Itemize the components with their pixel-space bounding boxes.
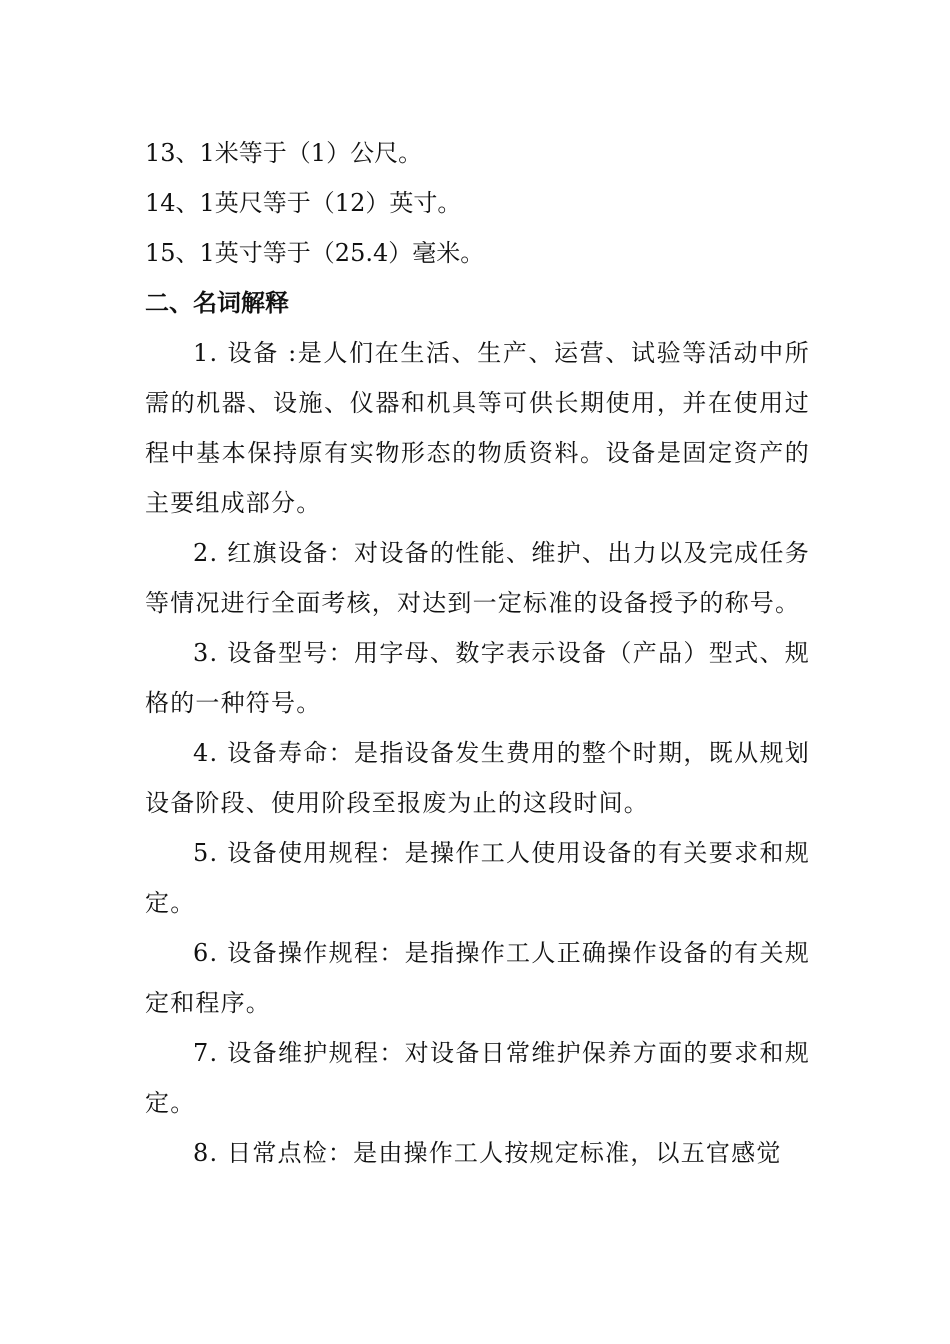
definition-paragraph: 5. 设备使用规程：是操作工人使用设备的有关要求和规定。	[145, 839, 810, 917]
definition-paragraph: 6. 设备操作规程：是指操作工人正确操作设备的有关规定和程序。	[145, 939, 810, 1017]
definition-paragraph: 1. 设备 :是人们在生活、生产、运营、试验等活动中所需的机器、设施、仪器和机具等可供长期使用，并在使用过程中基本保持原有实物形态的物质资料。设备是固定资产的主要组成部分。	[145, 339, 810, 517]
definition-paragraph: 4. 设备寿命：是指设备发生费用的整个时期，既从规划设备阶段、使用阶段至报废为止的这段时间。	[145, 739, 810, 817]
definition-paragraph: 3. 设备型号：用字母、数字表示设备（产品）型式、规格的一种符号。	[145, 639, 810, 717]
list-item: 13、1米等于（1）公尺。	[145, 139, 423, 167]
definition-paragraph: 7. 设备维护规程：对设备日常维护保养方面的要求和规定。	[145, 1039, 810, 1117]
definition-paragraph: 2. 红旗设备：对设备的性能、维护、出力以及完成任务等情况进行全面考核，对达到一定标准的设备授予的称号。	[145, 539, 810, 617]
definition-paragraph: 8. 日常点检：是由操作工人按规定标准，以五官感觉	[193, 1139, 782, 1167]
document-content	[145, 128, 810, 1178]
list-item: 15、1英寸等于（25.4）毫米。	[145, 239, 485, 267]
list-item: 14、1英尺等于（12）英寸。	[145, 189, 462, 217]
section-heading: 二、名词解释	[145, 289, 289, 317]
